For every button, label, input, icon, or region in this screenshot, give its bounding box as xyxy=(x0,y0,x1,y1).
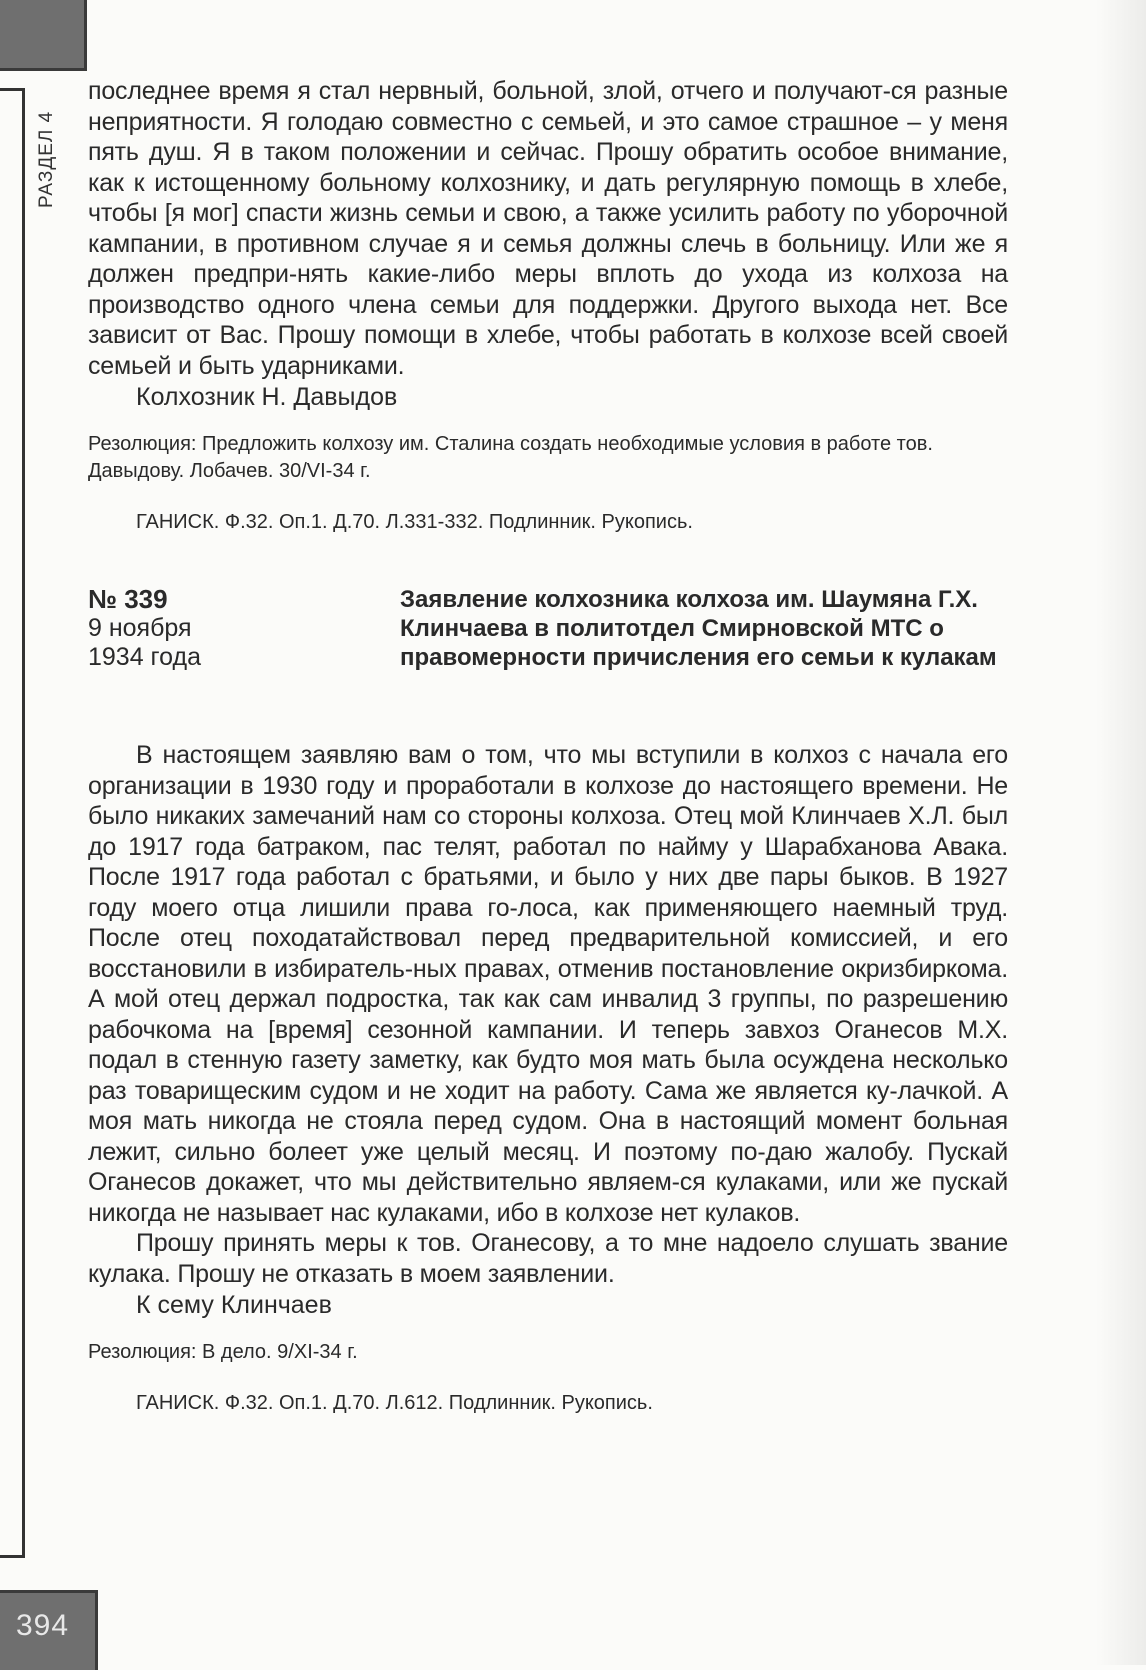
document-paragraph: Прошу принять меры к тов. Оганесову, а то мне надоело слушать звание кулака. Прошу не отказать в моем заявлении. xyxy=(88,1229,1008,1288)
prev-document-body xyxy=(88,76,1008,381)
prev-document-resolution: Резолюция: Предложить колхозу им. Сталина создать необходимые условия в работе тов. Давыдову. Лобачев. 30/VI-34 г. xyxy=(88,433,933,482)
document-body xyxy=(88,740,1008,1289)
document-source: ГАНИСК. Ф.32. Оп.1. Д.70. Л.612. Подлинник. Рукопись. xyxy=(136,1392,653,1414)
page-number-tab xyxy=(0,1590,98,1670)
document-meta xyxy=(88,585,201,672)
section-tab-top xyxy=(0,0,87,71)
document-resolution: Резолюция: В дело. 9/XI-34 г. xyxy=(88,1341,358,1363)
prev-document-source: ГАНИСК. Ф.32. Оп.1. Д.70. Л.331-332. Подлинник. Рукопись. xyxy=(136,511,693,533)
section-label: РАЗДЕЛ 4 xyxy=(36,110,57,208)
page-gutter-shade xyxy=(1096,0,1146,1665)
document-title: Заявление колхозника колхоза им. Шаумяна Г.Х. Клинчаева в политотдел Смирновской МТС о правомерности причисления его семьи к кулакам xyxy=(400,586,997,671)
document-number: № 339 xyxy=(88,584,168,614)
prev-document-signature: Колхозник Н. Давыдов xyxy=(136,383,398,411)
prev-document-text: последнее время я стал нервный, больной, злой, отчего и получают-ся разные неприятности. Я голодаю совместно с семьей, и это самое страшное – у меня пять душ. Я в таком положении и сейчас. Прошу обратить особое внимание, как к истощенному больному колхознику, и дать регулярную помощь в хлебе, чтобы [я мог] спасти жизнь семьи и свою, а также усилить работу по уборочной кампании, в противном случае я и семья должны слечь в больницу. Или же я должен предпри-нять какие-либо меры вплоть до ухода из колхоза на производство одного члена семьи для поддержки. Другого выхода нет. Все зависит от Вас. Прошу помощи в хлебе, чтобы работать в колхозе всей своей семьей и быть ударниками. xyxy=(88,77,1008,380)
margin-frame xyxy=(0,88,25,1558)
page-number: 394 xyxy=(16,1609,70,1642)
document-signature: К сему Клинчаев xyxy=(136,1291,332,1319)
document-date-year: 1934 года xyxy=(88,643,201,671)
document-paragraph: В настоящем заявляю вам о том, что мы вступили в колхоз с начала его организации в 1930 году и проработали в колхозе до настоящего времени. Не было никаких замечаний нам со стороны колхоза. Отец мой Клинчаев Х.Л. был до 1917 года батраком, пас телят, работал по найму у Шарабханова Авака. После 1917 года работал с братьями, и было у них две пары быков. В 1927 году моего отца лишили права го-лоса, как применяющего наемный труд. После отец походатайствовал перед предварительной комиссией, и его восстановили в избиратель-ных правах, отменив постановление окризбиркома. А мой отец держал подростка, так как сам инвалид 3 группы, по разрешению рабочкома на [время] сезонной кампании. И теперь завхоз Оганесов М.Х. подал в стенную газету заметку, как будто моя мать была осуждена несколько раз товарищеским судом и не ходит на работу. Сама же является ку-лачкой. А моя мать никогда не стояла перед судом. Она в настоящий момент больная лежит, сильно болеет уже целый месяц. И поэтому по-даю жалобу. Пускай Оганесов докажет, что мы действительно являем-ся кулаками, или же пускай никогда не называет нас кулаками, ибо в колхозе нет кулаков. xyxy=(88,741,1008,1227)
document-date-day: 9 ноября xyxy=(88,614,192,642)
page-content xyxy=(88,76,1008,1416)
document-header xyxy=(88,585,1008,720)
